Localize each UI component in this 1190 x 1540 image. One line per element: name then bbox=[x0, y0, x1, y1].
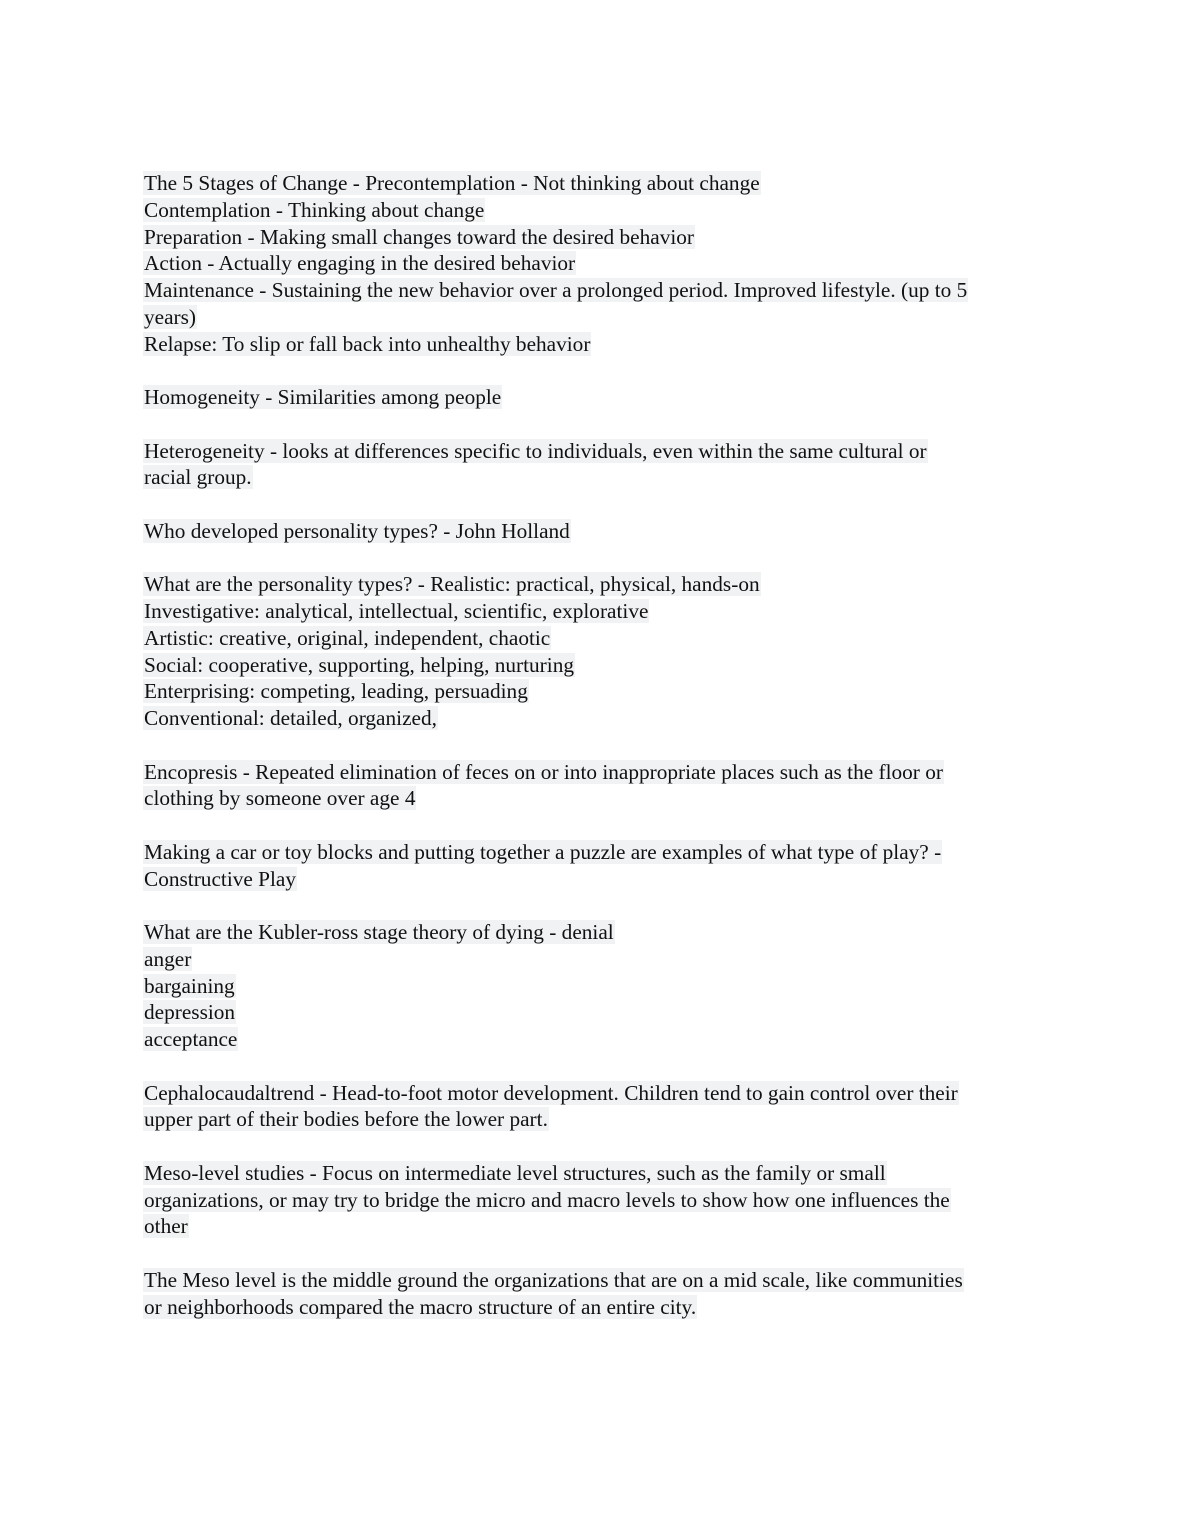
entry-line: Investigative: analytical, intellectual, scientific, explorative bbox=[144, 599, 649, 623]
entry-line: depression bbox=[144, 1000, 236, 1025]
meso-level-studies-entry bbox=[143, 1160, 1048, 1240]
document-page bbox=[143, 170, 1048, 1347]
entry-line: Contemplation - Thinking about change bbox=[144, 197, 485, 222]
entry-line: Meso-level studies - Focus on intermediate level structures, such as the family or small bbox=[144, 1160, 886, 1185]
entry-line: Heterogeneity - looks at differences specific to individuals, even within the same cultural or bbox=[144, 438, 927, 463]
entry-line: Action - Actually engaging in the desired behavior bbox=[144, 251, 576, 276]
entry-line: Encopresis - Repeated elimination of feces on or into inappropriate places such as the floor or bbox=[144, 759, 943, 784]
entry-line: The Meso level is the middle ground the organizations that are on a mid scale, like communities bbox=[144, 1267, 963, 1292]
entry-line: What are the personality types? - Realistic: practical, physical, hands-on bbox=[144, 572, 760, 597]
entry-line: Artistic: creative, original, independent, chaotic bbox=[144, 625, 551, 650]
meso-level-entry bbox=[143, 1267, 1048, 1321]
entry-line: clothing by someone over age 4 bbox=[144, 786, 416, 811]
entry-line: Enterprising: competing, leading, persuading bbox=[144, 679, 528, 704]
entry-line: acceptance bbox=[144, 1027, 238, 1051]
kubler-ross-entry bbox=[143, 919, 1048, 1053]
entry-line: Maintenance - Sustaining the new behavior over a prolonged period. Improved lifestyle. (up to 5 bbox=[144, 278, 968, 302]
entry-line: Relapse: To slip or fall back into unhealthy behavior bbox=[144, 331, 591, 356]
entry-line: Cephalocaudaltrend - Head-to-foot motor development. Children tend to gain control over their bbox=[144, 1080, 958, 1105]
entry-line: anger bbox=[144, 946, 192, 971]
entry-line: organizations, or may try to bridge the micro and macro levels to show how one influences the bbox=[144, 1187, 950, 1212]
personality-types-entry bbox=[143, 571, 1048, 732]
cephalocaudal-entry bbox=[143, 1080, 1048, 1134]
entry-line: upper part of their bodies before the lower part. bbox=[144, 1107, 548, 1132]
encopresis-entry bbox=[143, 759, 1048, 813]
entry-line: Making a car or toy blocks and putting together a puzzle are examples of what type of play? - bbox=[144, 839, 942, 864]
entry-line: Social: cooperative, supporting, helping, nurturing bbox=[144, 652, 574, 677]
entry-line: years) bbox=[144, 304, 197, 329]
entry-line: other bbox=[144, 1214, 188, 1239]
entry-line: What are the Kubler-ross stage theory of dying - denial bbox=[144, 920, 614, 944]
stages-of-change-entry bbox=[143, 170, 1048, 357]
entry-line: bargaining bbox=[144, 973, 235, 998]
personality-developer-entry bbox=[143, 518, 1048, 545]
entry-line: Homogeneity - Similarities among people bbox=[144, 385, 502, 409]
entry-line: Preparation - Making small changes toward the desired behavior bbox=[144, 224, 694, 249]
entry-line: The 5 Stages of Change - Precontemplation - Not thinking about change bbox=[144, 171, 760, 195]
entry-line: Conventional: detailed, organized, bbox=[144, 706, 437, 730]
entry-line: or neighborhoods compared the macro structure of an entire city. bbox=[144, 1294, 697, 1319]
entry-line: Who developed personality types? - John Holland bbox=[144, 518, 570, 543]
heterogeneity-entry bbox=[143, 438, 1048, 492]
entry-line: racial group. bbox=[144, 465, 252, 490]
entry-line: Constructive Play bbox=[144, 866, 297, 891]
homogeneity-entry bbox=[143, 384, 1048, 411]
constructive-play-entry bbox=[143, 839, 1048, 893]
